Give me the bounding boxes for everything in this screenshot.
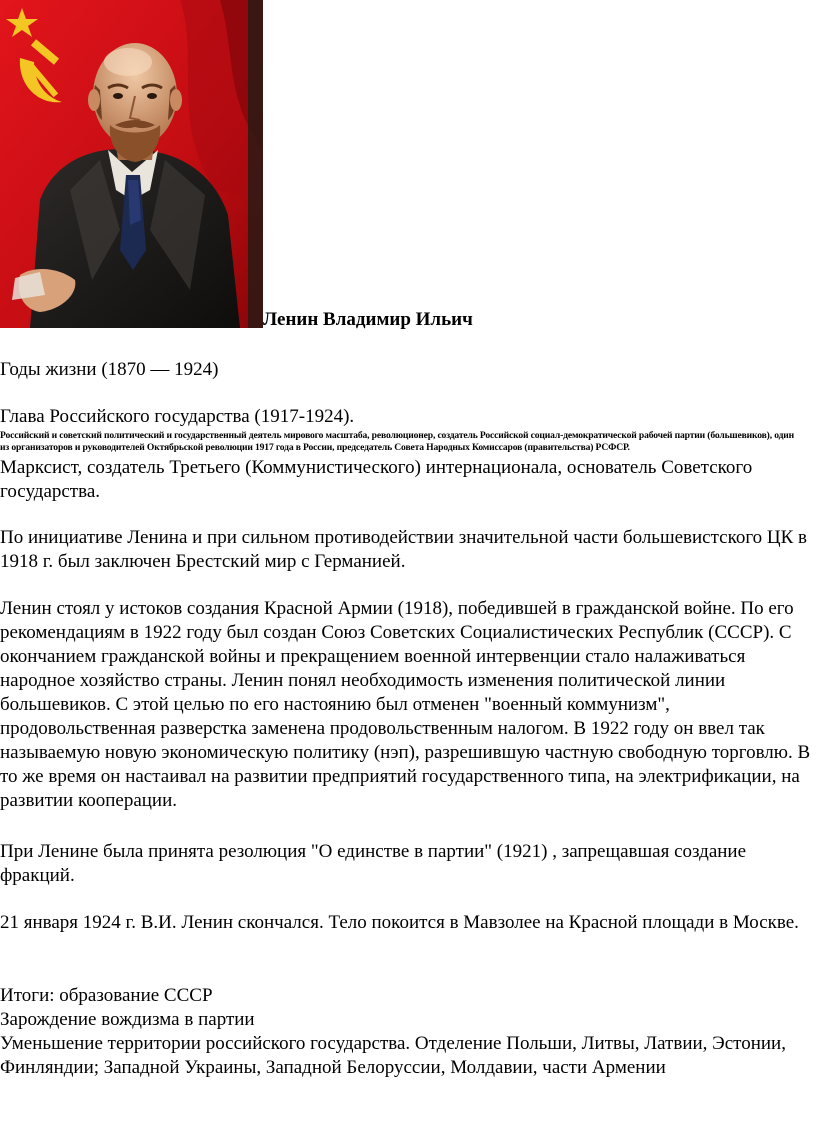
- portrait-image: [0, 0, 263, 328]
- results-line-2: Зарождение вождизма в партии: [0, 1009, 255, 1030]
- head-of-state-text: Глава Российского государства (1917-1924).: [0, 406, 355, 427]
- paragraph-brest-peace: По инициативе Ленина и при сильном противодействии значительной части большевистского ЦК в 1918 г. был заключен Брестский мир с Германией.: [0, 527, 808, 572]
- paragraph-party-unity: При Ленине была принята резолюция "О единстве в партии" (1921) , запрещавшая создание фракций.: [0, 841, 747, 886]
- results-line-3: Уменьшение территории российского государства. Отделение Польши, Литвы, Латвии, Эстонии, Финляндии; Западной Украины, Западной Белоруссии, Молдавии, части Армении: [0, 1033, 786, 1078]
- lenin-portrait: [0, 0, 263, 328]
- person-name-heading: Ленин Владимир Ильич: [263, 309, 473, 330]
- short-biography-small-text: Российский и советский политический и государственный деятель мирового масштаба, революционер, создатель Российской социал-демократической рабочей партии (большевиков), один из организаторов и руководителей Октябрьской революции 1917 года в России, председатель Совета Народных Комиссаров (правительства) РСФСР.: [0, 430, 795, 453]
- life-years-text: Годы жизни (1870 — 1924): [0, 359, 219, 380]
- paragraph-red-army: Ленин стоял у истоков создания Красной Армии (1918), победившей в гражданской войне. По его рекомендациям в 1922 году был создан Союз Советских Социалистических Республик (СССР). С окончанием гражданской войны и прекращением военной интервенции стало налаживаться народное хозяйство страны. Ленин понял необходимость изменения политической линии большевиков. С этой целью по его настоянию был отменен "военный коммунизм", продовольственная разверстка заменена продовольственным налогом. В 1922 году он ввел так называемую новую экономическую политику (нэп), разрешившую частную свободную торговлю. В то же время он настаивал на развитии предприятий государственного типа, на электрификации, на развитии кооперации.: [0, 598, 811, 811]
- paragraph-death: 21 января 1924 г. В.И. Ленин скончался. Тело покоится в Мавзолее на Красной площади в Москве.: [0, 912, 799, 933]
- results-line-1: Итоги: образование СССР: [0, 985, 213, 1006]
- paragraph-marxist: Марксист, создатель Третьего (Коммунистического) интернационала, основатель Советского государства.: [0, 457, 753, 502]
